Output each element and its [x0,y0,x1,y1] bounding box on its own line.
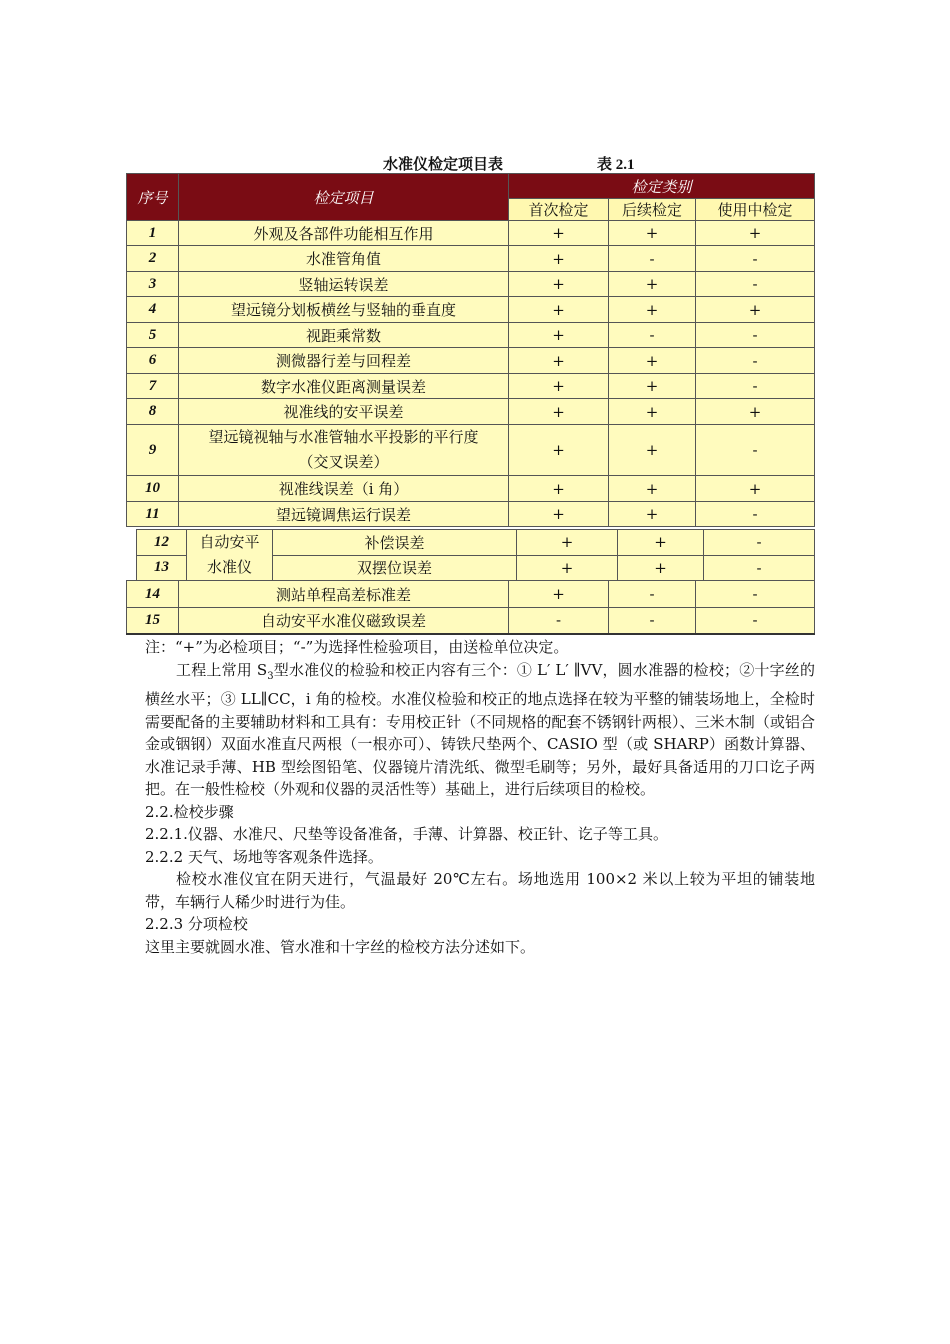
row-item: 视准线误差（i 角） [179,476,509,502]
row-in-use: - [696,608,815,634]
row-first: + [509,272,609,297]
row-number: 12 [137,530,187,556]
row-subsequent: + [609,502,696,527]
row-group-line2: 水准仪 [206,558,252,576]
row-in-use: - [696,581,815,608]
table-row [137,530,815,556]
header-category: 检定类别 [509,174,815,199]
row-group [187,530,273,581]
row-item: 外观及各部件功能相互作用 [179,221,509,246]
row-subsequent: - [609,608,696,634]
body-text [145,636,815,958]
row-in-use: - [704,530,815,556]
table-note: 注：“+”为必检项目；“-”为选择性检验项目，由送检单位决定。 [145,638,569,656]
closing-line: 这里主要就圆水准、管水准和十字丝的检校方法分述如下。 [145,937,536,956]
row-item: 望远镜调焦运行误差 [179,502,509,527]
row-number: 7 [127,374,179,399]
row-subsequent: - [609,246,696,272]
row-first: + [509,323,609,348]
table-caption [0,151,950,173]
table-title: 水准仪检定项目表 [383,155,504,173]
row-number: 9 [127,425,179,476]
row-first: + [509,221,609,246]
row-number: 5 [127,323,179,348]
row-item: 视准线的安平误差 [179,399,509,425]
row-in-use: - [696,502,815,527]
row-in-use: - [696,272,815,297]
row-subsequent: + [609,399,696,425]
table-row [127,608,815,634]
row-in-use: + [696,399,815,425]
header-first: 首次检定 [509,199,609,221]
row-number: 14 [127,581,179,608]
row-in-use: + [696,297,815,323]
row-item: 竖轴运转误差 [179,272,509,297]
inspection-table-tail [126,580,815,635]
table-row [127,502,815,527]
row-item: 视距乘常数 [179,323,509,348]
row-first: + [517,555,618,581]
row-item: 数字水准仪距离测量误差 [179,374,509,399]
header-item: 检定项目 [179,174,509,221]
row-number: 6 [127,348,179,374]
row-subsequent: + [609,374,696,399]
table-row [127,246,815,272]
row-subsequent: + [609,425,696,476]
row-first: + [509,502,609,527]
row-subsequent: + [609,297,696,323]
row-number: 3 [127,272,179,297]
row-item: 望远镜分划板横丝与竖轴的垂直度 [179,297,509,323]
paragraph-conditions: 检校水准仪宜在阴天进行，气温最好 20℃左右。场地选用 100×2 米以上较为平坦的铺装地带，车辆行人稀少时进行为佳。 [145,870,815,911]
row-in-use: - [696,246,815,272]
table-row [127,425,815,476]
row-number: 2 [127,246,179,272]
row-number: 8 [127,399,179,425]
paragraph-intro-rest: 型水准仪的检验和校正内容有三个：① L′ L′ ∥VV，圆水准器的检校；②十字丝的横丝水平；③ LL∥CC，i 角的检校。水准仪检验和校正的地点选择在较为平整的铺装场地上，全检时需要配备的主要辅助材料和工具有：专用校正针（不同规格的配套不锈钢针两根）、三米木制（或铝合金或铟钢）双面水准直尺两根（一根亦可）、铸铁尺垫两个、CASIO 型（或 SHARP）函数计算器、水准记录手薄、HB 型绘图铅笔、仪器镜片清洗纸、微型毛刷等；另外，最好具备适用的刀口讫子两把。在一般性检校（外观和仪器的灵活性等）基础上，进行后续项目的检校。 [145,660,816,798]
row-first: + [509,246,609,272]
row-item-line1: 望远镜视轴与水准管轴水平投影的平行度 [208,428,479,446]
row-first: + [509,425,609,476]
row-item: 自动安平水准仪磁致误差 [179,608,509,634]
step-conditions: 2.2.2 天气、场地等客观条件选择。 [145,847,383,866]
row-item: 水准管角值 [179,246,509,272]
header-in-use: 使用中检定 [696,199,815,221]
table-row [127,221,815,246]
table-row [127,272,815,297]
header-index: 序号 [127,174,179,221]
paragraph-intro-start: 工程上常用 S [176,660,268,679]
row-in-use: - [696,348,815,374]
row-number: 10 [127,476,179,502]
row-first: + [509,581,609,608]
auto-level-subtable [136,529,815,581]
row-number: 15 [127,608,179,634]
row-in-use: - [696,374,815,399]
table-number: 表 2.1 [597,157,635,173]
row-subsequent: + [609,221,696,246]
row-item-line2: （交叉误差） [298,453,389,471]
row-subsequent: + [618,530,704,556]
step-itemized: 2.2.3 分项检校 [145,915,248,933]
row-number: 11 [127,502,179,527]
paragraph-intro [145,659,815,801]
row-subsequent: - [609,581,696,608]
row-first: + [509,348,609,374]
table-row [127,399,815,425]
row-in-use: - [696,425,815,476]
row-item [179,425,509,476]
subscript: 3 [267,670,274,682]
table-row [127,374,815,399]
row-first: + [517,530,618,556]
section-heading: 2.2.检校步骤 [145,802,234,821]
row-in-use: - [704,555,815,581]
table-row [127,323,815,348]
row-number: 13 [137,555,187,581]
row-first: + [509,374,609,399]
step-equipment: 2.2.1.仪器、水准尺、尺垫等设备准备，手薄、计算器、校正针、讫子等工具。 [145,825,668,843]
row-first: + [509,399,609,425]
table-row [127,348,815,374]
row-subsequent: + [609,348,696,374]
row-item: 补偿误差 [273,530,517,556]
row-in-use: - [696,323,815,348]
row-subsequent: + [618,555,704,581]
row-item: 测站单程高差标准差 [179,581,509,608]
row-first: + [509,297,609,323]
row-subsequent: - [609,323,696,348]
row-number: 1 [127,221,179,246]
inspection-table [126,173,815,527]
row-first: + [509,476,609,502]
row-in-use: + [696,221,815,246]
header-subsequent: 后续检定 [609,199,696,221]
row-first: - [509,608,609,634]
table-row [127,581,815,608]
table-row [127,476,815,502]
row-subsequent: + [609,272,696,297]
row-number: 4 [127,297,179,323]
row-item: 测微器行差与回程差 [179,348,509,374]
row-in-use: + [696,476,815,502]
table-row [127,297,815,323]
row-item: 双摆位误差 [273,555,517,581]
row-subsequent: + [609,476,696,502]
row-group-line1: 自动安平 [199,533,260,551]
